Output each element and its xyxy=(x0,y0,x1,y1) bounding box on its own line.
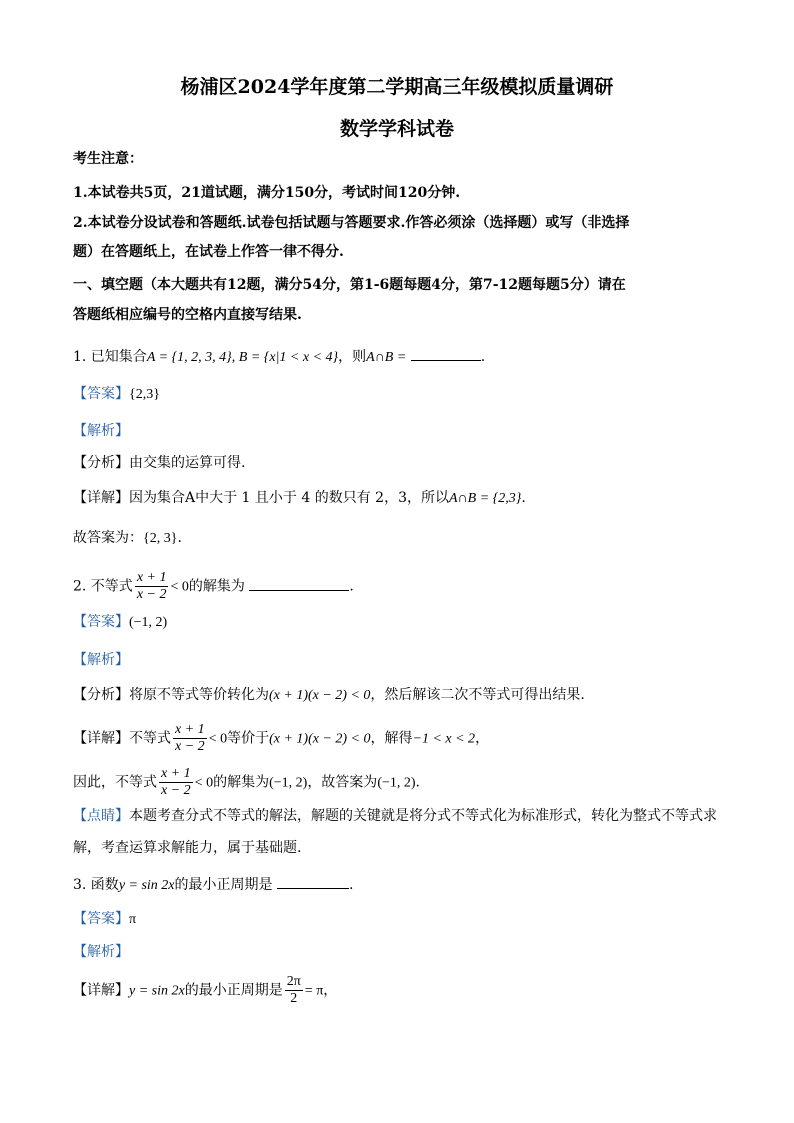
q3-func: y = sin 2x xyxy=(118,878,175,893)
answer-blank xyxy=(277,874,349,889)
notice-item-2a: 2.本试卷分设试卷和答题纸.试卷包括试题与答题要求.作答必须涂（选择题）或写（非选择 xyxy=(73,215,630,231)
q1-then: ，则 xyxy=(338,349,367,365)
q2-fraction xyxy=(135,570,169,603)
fenxi-label: 【分析】 xyxy=(73,455,129,471)
q2-fenxi-b: ，然后解该二次不等式可得出结果. xyxy=(370,687,585,703)
q1-detail-row: 【详解】因为集合A中大于 1 且小于 4 的数只有 2，3，所以A∩B = {2,3}. xyxy=(73,490,526,506)
q2-rel: < 0 xyxy=(170,579,189,595)
q1-detail-text: 因为集合A中大于 1 且小于 4 的数只有 2，3，所以 xyxy=(129,490,449,506)
answer-blank xyxy=(249,576,349,591)
section-heading-line1: 一、填空题（本大题共有12题，满分54分，第1-6题每题4分，第7-12题每题5分）请在 xyxy=(73,277,626,293)
notice-item-1: 1.本试卷共5页，21道试题，满分150分，考试时间120分钟. xyxy=(73,185,461,201)
page-title: 杨浦区2024学年度第二学期高三年级模拟质量调研 xyxy=(180,76,614,98)
q3-answer-row xyxy=(73,909,136,930)
question-2: 2. 不等式 $\frac{x + 1}{x - 2}$ < 0的解集为 . xyxy=(73,570,354,602)
page-subtitle: 数学学科试卷 xyxy=(339,118,454,140)
q2-therefore-a: 因此，不等式 xyxy=(73,774,157,791)
q2-stem: 2. 不等式 xyxy=(73,578,133,595)
q2-detail-d: ， xyxy=(475,730,490,747)
q2-comment-2: 解，考查运算求解能力，属于基础题. xyxy=(73,840,302,856)
q2-therefore-fraction xyxy=(159,766,193,799)
q1-final-expr: {2, 3} xyxy=(143,531,178,546)
q1-final-text: 故答案为： xyxy=(73,530,143,546)
q2-therefore-b: 的解集为 xyxy=(213,774,270,791)
q1-fenxi: 由交集的运算可得. xyxy=(129,455,246,471)
q1-set-a: A = {1, 2, 3, 4} xyxy=(146,350,232,365)
q2-detail-expr: (x + 1)(x − 2) < 0 xyxy=(269,731,371,747)
q1-answer-row xyxy=(73,384,160,405)
detail-label: 【详解】 xyxy=(73,490,129,506)
q1-fenxi-row xyxy=(73,453,245,473)
q2-answer: (−1, 2) xyxy=(129,615,168,630)
q2-detail-c: ，解得 xyxy=(370,730,413,747)
q2-rel: < 0 xyxy=(208,731,228,747)
comment-label: 【点睛】 xyxy=(73,808,129,824)
q2-rel: < 0 xyxy=(194,775,214,791)
q2-frac-den: x − 2 xyxy=(161,783,191,798)
answer-label: 【答案】 xyxy=(73,614,129,630)
q2-analysis-label: 【解析】 xyxy=(73,652,129,668)
q2-fenxi-a: 将原不等式等价转化为 xyxy=(129,687,269,703)
q1-detail-expr: A∩B = {2,3} xyxy=(449,491,522,506)
answer-blank xyxy=(411,346,481,361)
q2-comment-row xyxy=(73,806,717,826)
q3-detail-row xyxy=(73,974,337,1007)
q2-therefore-ans: (−1, 2) xyxy=(377,775,416,791)
q1-set-b: , B = {x|1 < x < 4} xyxy=(231,350,339,365)
q1-final-row: 故答案为：{2, 3}. xyxy=(73,530,182,546)
q2-fenxi-row xyxy=(73,685,585,706)
q2-therefore-set: (−1, 2) xyxy=(269,775,308,791)
q3-stem: 3. 函数 xyxy=(73,877,119,893)
notice-heading: 考生注意： xyxy=(73,151,143,167)
q1-expr: A∩B = xyxy=(366,350,407,365)
q1-answer: {2,3} xyxy=(129,387,160,402)
q3-tail: 的最小正周期是 xyxy=(174,877,273,893)
q2-detail-row xyxy=(73,722,489,755)
fenxi-label: 【分析】 xyxy=(73,687,129,703)
q1-stem: 1. 已知集合 xyxy=(73,349,147,365)
q2-comment-1: 本题考查分式不等式的解法，解题的关键就是将分式不等式化为标准形式，转化为整式不等式求 xyxy=(129,808,717,824)
q3-detail-func: y = sin 2x xyxy=(129,983,185,999)
question-3: 3. 函数y = sin 2x的最小正周期是 . xyxy=(73,874,353,896)
answer-label: 【答案】 xyxy=(73,911,129,927)
q2-detail-b: 等价于 xyxy=(227,730,270,747)
q1-analysis-label: 【解析】 xyxy=(73,423,129,439)
detail-label: 【详解】 xyxy=(73,982,129,999)
q2-frac-num: x + 1 xyxy=(161,766,191,781)
section-heading-line2: 答题纸相应编号的空格内直接写结果. xyxy=(73,307,302,323)
q2-detail-fraction xyxy=(173,722,207,755)
q2-frac-num: x + 1 xyxy=(175,722,205,737)
q2-frac-num: x + 1 xyxy=(136,570,167,585)
detail-label: 【详解】 xyxy=(73,730,129,747)
q2-detail-sol: −1 < x < 2 xyxy=(412,731,476,747)
q3-detail-mid: 的最小正周期是 xyxy=(184,982,283,999)
q3-result: = π， xyxy=(304,983,338,999)
q2-therefore-c: ，故答案为 xyxy=(307,774,378,791)
q2-detail-a: 不等式 xyxy=(129,730,171,747)
question-1: 1. 已知集合A = {1, 2, 3, 4}, B = {x|1 < x < 4}，则A∩B = . xyxy=(73,346,485,368)
q2-frac-den: x − 2 xyxy=(136,587,167,602)
q3-analysis-label: 【解析】 xyxy=(73,944,129,960)
q3-fraction xyxy=(285,974,303,1007)
q2-answer-row xyxy=(73,612,167,633)
q2-fenxi-expr: (x + 1)(x − 2) < 0 xyxy=(269,688,371,703)
notice-item-2b: 题）在答题纸上，在试卷上作答一律不得分. xyxy=(73,244,344,260)
q3-frac-den: 2 xyxy=(290,991,298,1006)
q3-frac-num: 2π xyxy=(286,974,301,989)
q2-therefore-row: 因此，不等式 $\frac{x + 1}{x - 2}$ < 0的解集为(−1, 2)，故答案为(−1, 2). xyxy=(73,766,420,798)
answer-label: 【答案】 xyxy=(73,386,129,402)
q2-frac-den: x − 2 xyxy=(175,739,205,754)
q2-tail: 的解集为 xyxy=(188,578,245,595)
q3-answer: π xyxy=(129,912,137,927)
